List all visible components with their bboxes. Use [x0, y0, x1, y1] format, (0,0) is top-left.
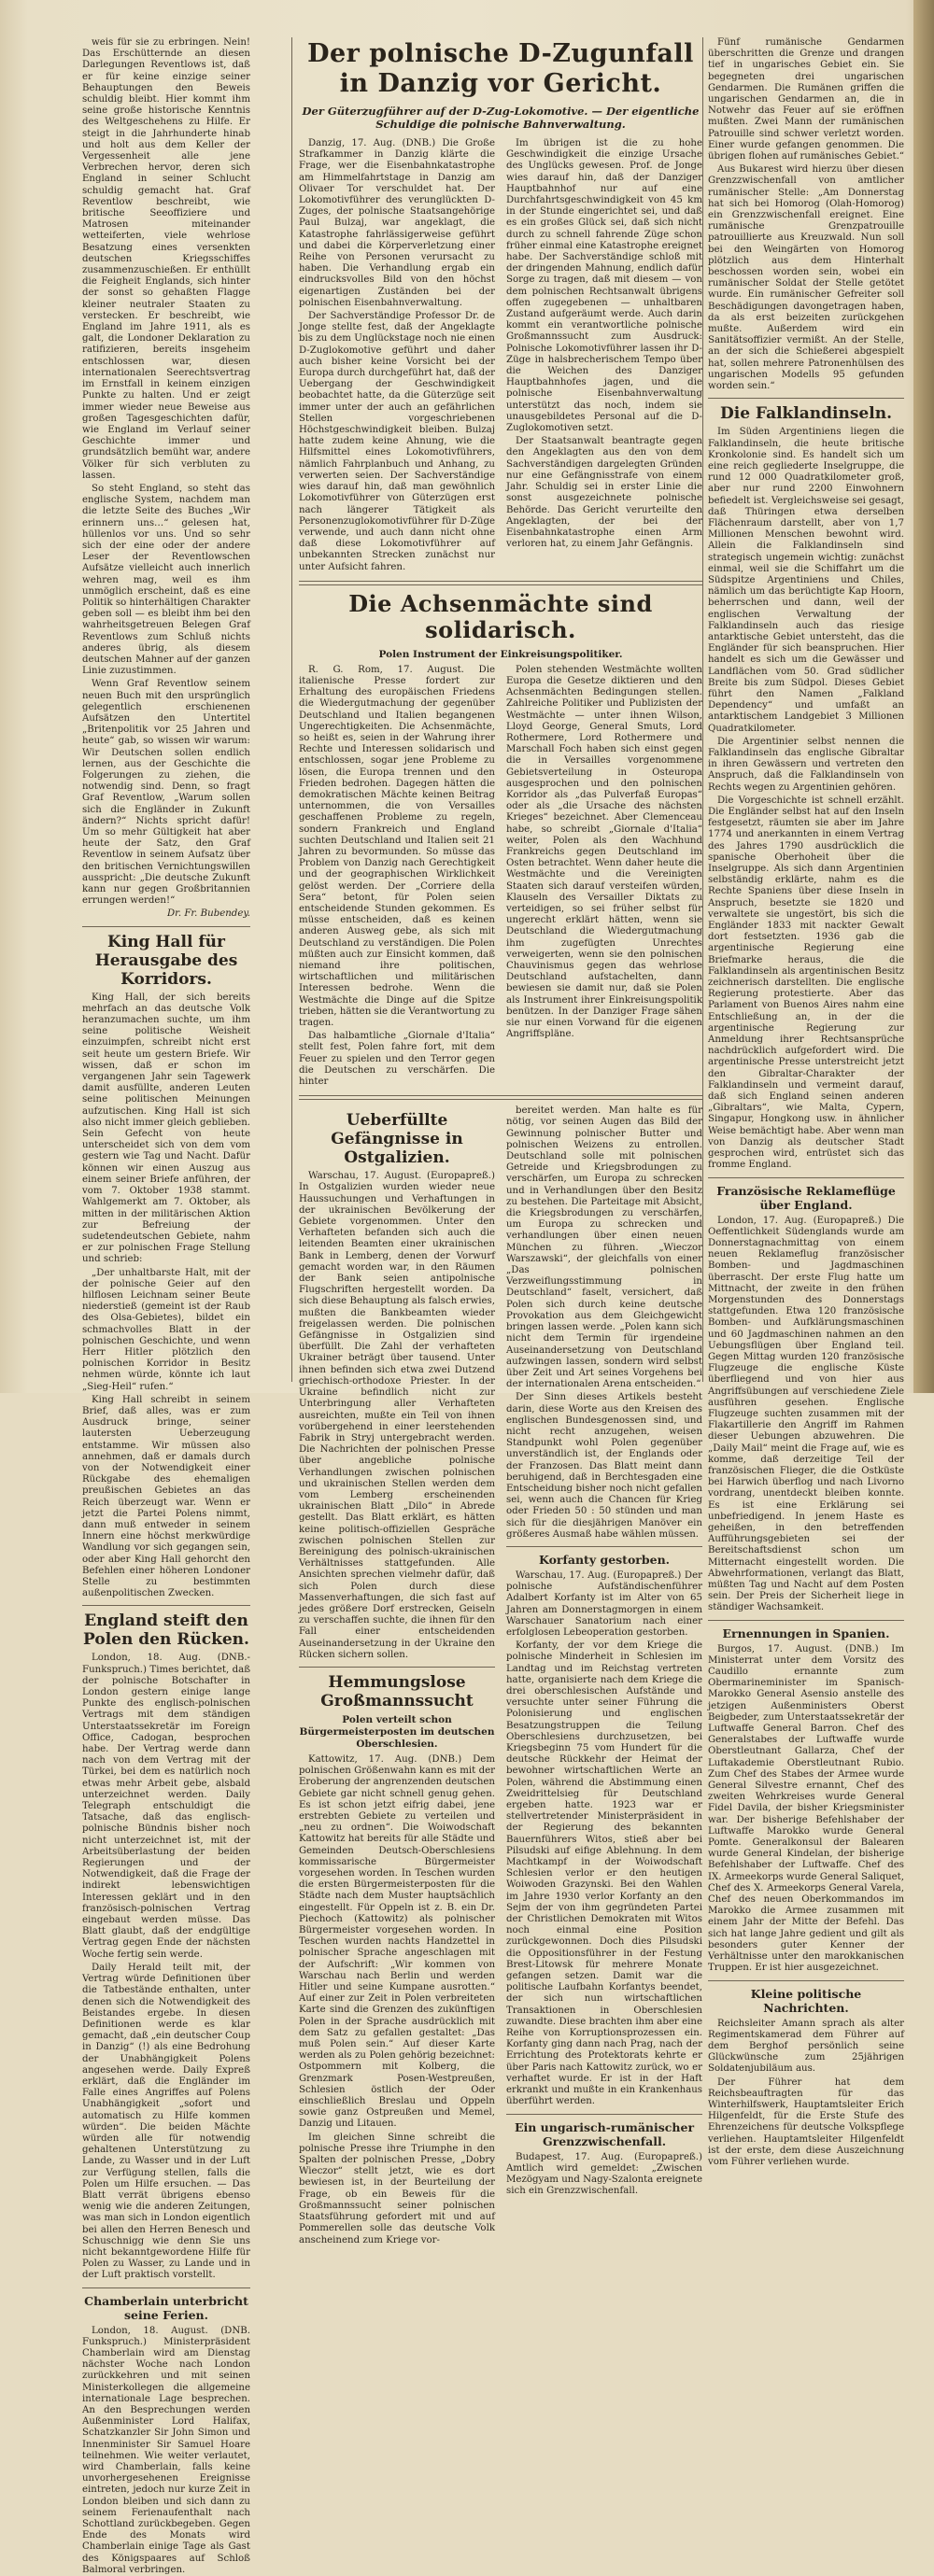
divider — [506, 2114, 702, 2115]
paragraph: Danzig, 17. Aug. (DNB.) Die Große Strafkammer in Danzig klärte die Frage, wer die Eisenbahnkatastrophe am Himmelfahrtstage in Danzig am Olivaer Tor verschuldet hat. Der Lokomotivführer des verunglückten D-Zuges, der polnische Staatsangehörige Paul Bulzaj, war angeklagt, die Katastrophe fahrlässigerweise geführt und dabei die Körperverletzung einer Reihe von Personen verursacht zu haben. Die Verhandlung ergab ein eindrucksvolles Bild von den höchst eigenartigen Zuständen bei der polnischen Eisenbahnverwaltung. — [299, 138, 495, 308]
paragraph: Im übrigen ist die zu hohe Geschwindigkeit die einzige Ursache des Unglücks gewesen. Prof. de Jonge wies darauf hin, daß der Danziger Hauptbahnhof nur auf eine Durchfahrtsgeschwindigkeit von 45 km in der Stunde eingerichtet sei, und daß es ein großes Glück sei, daß sich nicht durch zu schnell fahrende Züge schon früher einmal eine Katastrophe ereignet habe. Der Sachverständige schloß mit der dringenden Mahnung, endlich dafür Sorge zu tragen, daß mit diesem — von dem polnischen Rechtsanwalt übrigens offen zugegebenen — unhaltbaren Zustand aufgeräumt werde. Auch darin kommt ein verantwortliche polnische Großmannssucht zum Ausdruck: Polnische Lokomotivführer lassen ihr D-Züge in halsbrecherischem Tempo über die Weichen des Danziger Hauptbahnhofes jagen, und die polnische Eisenbahnverwaltung unterstützt das noch, indem sie unausgebildetes Personal auf die D-Zuglokomotiven setzt. — [506, 138, 702, 434]
paragraph: Der Sachverständige Professor Dr. de Jonge stellte fest, daß der Angeklagte bis zu dem Unglückstage noch nie einen D-Zuglokomotive geführt und daher auch bisher keine Vorsicht bei der Europa durch durchgeführt hat, daß der Uebergang der Geschwindigkeit beobachtet hatte, da die Güterzüge seit immer unter der auch an gefährlichen Stellen vorgeschriebenen Höchstgeschwindigkeit bleiben. Bulzaj hatte zudem keine Ahnung, wie die Hilfsmittel eines Lokomotivführers, nämlich Fahrplanbuch und Anhang, zu verwerten seien. Der Sachverständige wies darauf hin, daß man gewöhnlich Lokomotivführer von Güterzügen erst nach längerer Tätigkeit als Personenzuglokomotivführer für D-Züge verwende, und auch dann nicht ohne daß diese Lokomotivführer auf unbekannten Strecken zunächst nur unter Aufsicht fahren. — [299, 311, 495, 572]
headline: King Hall für Herausgabe des Korridors. — [94, 932, 238, 989]
paragraph: Wenn Graf Reventlow seinem neuen Buch mit den ursprünglich gelegentlich erschienenen Aufsätzen den Untertitel „Britenpolitik vor 25 Jahren und heute“ gab, so wissen wir warum: Wir Deutschen sollen endlich lernen, aus der Geschichte die Folgerungen zu ziehen, die notwendig sind. Denn, so fragt Graf Reventlow, „Warum sollen sich die Engländer in Zukunft ändern?“ Nichts spricht dafür! Um so mehr Gültigkeit hat aber heute der Satz, den Graf Reventlow in seinem Aufsatz über den britischen Vernichtungswillen ausspricht: „Die deutsche Zukunft kann nur gegen Großbritannien errungen werden!“ — [82, 679, 250, 907]
paragraph: So steht England, so steht das englische System, nachdem man die letzte Seite des Buches „Wir erinnern uns…“ gelesen hat, hüllenlos vor uns. Und so sehr sich der eine oder der andere Leser der Reventlowschen Aufsätze vielleicht auch innerlich wehren mag, weil es ihm unmöglich erscheint, daß es eine Politik so hinterhältigen Charakter geben soll — es bleibt ihm bei den wahrheitsgetreuen Belegen Graf Reventlows zum Schluß nichts anderes übrig, als diesem deutschen Mahner auf der ganzen Linie zuzustimmen. — [82, 483, 250, 677]
divider — [82, 926, 250, 927]
subheadline: Polen verteilt schon Bürgermeisterposten im deutschen Oberschlesien. — [299, 1713, 495, 1750]
article-achse — [299, 591, 702, 1091]
article-king-hall — [82, 933, 250, 1600]
article-reklamefluege — [708, 1184, 904, 1614]
paragraph: Im gleichen Sinne schreibt die polnische Presse ihre Triumphe in den Spalten der polnischen Presse, „Dobry Wieczor“ stellt jetzt, wie es dort bewiesen ist, in der Beurteilung der Frage, ob ein Beweis für die Großmannssucht seiner polnischen Staatsführung gefordert mit und auf Pommerellen solle das deutsche Volk anscheinend zum Kriege vor- — [299, 2132, 495, 2245]
paragraph: London, 18. Aug. (DNB.-Funkspruch.) Times berichtet, daß der polnische Botschafter in London gestern einige lange Punkte des englisch-polnischen Vertrags mit dem ständigen Unterstaatssekretär im Foreign Office, Cadogan, besprochen habe. Der Vertrag werde dann nach von dem Vertrag mit der Türkei, bei dem es natürlich noch etwas mehr Arbeit gebe, alsbald unterzeichnet werden. Daily Telegraph entschuldigt die Tatsache, daß das englisch-polnische Bündnis bisher noch nicht unterzeichnet ist, mit der Arbeitsüberlastung der beiden Regierungen und der Notwendigkeit, daß die Frage der indirekt lebenswichtigen Interessen geklärt und in den französisch-polnischen Vertrag eingebaut werden müsse. Das Blatt glaubt, daß der endgültige Vertrag gegen Ende der nächsten Woche fertig sein werde. — [82, 1653, 250, 1960]
paragraph: King Hall schreibt in seinem Brief, daß alles, was er zum Ausdruck bringe, seiner lautersten Ueberzeugung entstamme. Wir müssen also annehmen, daß er damals durch von der Notwendigkeit einer Rückgabe des ehemaligen preußischen Gebietes an das Reich überzeugt war. Wenn er jetzt die Partei Polens nimmt, dann muß entweder in seinem Innern eine höchst merkwürdige Wandlung vor sich gegangen sein, oder aber King Hall gehorcht den Befehlen einer höheren Londoner Stelle zu bestimmten außenpolitischen Zwecken. — [82, 1394, 250, 1599]
paragraph: Der Staatsanwalt beantragte gegen den Angeklagten aus den von dem Sachverständigen dargelegten Gründen nur eine Gefängnisstrafe von einem Jahr. Schuldig sei in erster Linie die sonst ausgezeichnete polnische Behörde. Das Gericht verurteilte den Angeklagten, der bei der Eisenbahnkatastrophe einen Arm verloren hat, zu einem Jahr Gefängnis. — [506, 436, 702, 550]
paragraph: Polen stehenden Westmächte wollten Europa die Gesetze diktieren und den Achsenmächten Bedingungen stellen. Zahlreiche Politiker und Publizisten der Westmächte — unter ihnen Wilson, Lloyd George, General Smuts, Lord Rothermere, Lord Rothermere und Marschall Foch haben sich einst gegen die in Versailles vorgenommene Gebietsverteilung in Osteuropa ausgesprochen und den polnischen Korridor als „das Pulverfaß Europas“ oder als „die Ursache des nächsten Krieges“ bezeichnet. Aber Clemenceau habe, so schreibt „Giornale d'Italia“ weiter, Polen als den Wachhund Frankreichs gegen Deutschland im Osten betrachtet. Wenn daher heute die Westmächte und die Vereinigten Staaten sich darauf versteifen würden, Klauseln des Versailler Diktats zu verteidigen, so sei früher selbst für ungerecht erklärt hätten, wenn sie Deutschland die Wiedergutmachung ihm zugefügten Unrechtes verweigerten, wenn sie den polnischen Chauvinismus gegen das wehrlose Deutschland aufstachelten, dann bewiesen sie damit nur, daß sie Polen als Instrument ihrer Einkreisungspolitik benützen. In der Danziger Frage sähen sie nur einen Vorwand für die eigenen Angriffspläne. — [506, 664, 702, 1040]
subcolumn-left — [299, 1105, 495, 2247]
article-reventlow — [82, 37, 250, 921]
paragraph: Warschau, 17. Aug. (Europapreß.) Der polnische Aufständischenführer Adalbert Korfanty ist im Alter von 65 Jahren am Donnerstagmorgen in einem Warschauer Sanatorium nach einer erfolglosen Lebeoperation gestorben. — [506, 1570, 702, 1638]
headline: Ein ungarisch-rumänischer Grenzzwischenfall. — [514, 2119, 695, 2148]
headline: England steift den Polen den Rücken. — [83, 1612, 249, 1650]
paragraph: Reichsleiter Amann sprach als alter Regimentskamerad dem Führer auf dem Berghof persönlich seine Glückwünsche zum 25jährigen Soldatenjubiläum aus. — [708, 2018, 904, 2075]
headline: Kleine politische Nachrichten. — [750, 1986, 862, 2015]
paragraph: Der Sinn dieses Artikels besteht darin, diese Worte aus den Kreisen des englischen Bundesgenossen sind, und nicht recht anzugehen, weisen Standpunkt wohl Polen gegenüber unverständlich ist, der Englands oder der Franzosen. Das Blatt meint dann beruhigend, daß in Berchtesgaden eine Entscheidung bisher noch nicht gefallen sei, wenn auch die Chancen für Krieg oder Frieden 50 : 50 stünden und man sich für die diesjährigen Manöver ein größeres Ausmaß habe wählen müssen. — [506, 1392, 702, 1540]
headline: Die Achsenmächte sind solidarisch. — [348, 589, 653, 643]
article-ernennungen — [708, 1626, 904, 1975]
subheadline: Polen Instrument der Einkreisungspolitiker. — [378, 648, 623, 660]
main-headline: Der polnische D-Zugunfall in Danzig vor Gericht. — [307, 39, 694, 98]
paragraph: Das halbamtliche „Giornale d'Italia“ stellt fest, Polen fahre fort, mit dem Feuer zu spielen und den Terror gegen die Deutschen zu verschärfen. Die hinter — [299, 1031, 495, 1088]
paragraph: R. G. Rom, 17. August. Die italienische Presse fordert zur Erhaltung des europäischen Friedens die Wiedergutmachung der gegenüber Deutschland und Italien begangenen Ungerechtigkeiten. Die Achsenmächte, so heißt es, seien in der Wahrung ihrer Rechte und Interessen solidarisch und entschlossen, sogar jene Probleme zu lösen, die Europa trennen und den Frieden bedrohen. Dagegen hätten die demokratischen Mächte keinen Beitrag unternommen, die von Versailles geschaffenen Probleme zu regeln, sondern Frankreich und England suchten Deutschland und Italien seit 21 Jahren zu bevormunden. So müsse das Problem von Danzig nach Gerechtigkeit und der geographischen Wirklichkeit gelöst werden. Der „Corriere della Sera“ betont, für Polen seien entscheidende Stunden gekommen. Es müsse entscheiden, daß es keinen anderen Ausweg gebe, als sich mit Deutschland zu verständigen. Die Polen müßten auch zur Einsicht kommen, daß niemand ihre politischen, wirtschaftlichen und militärischen Interessen bedrohe. Wenn die Westmächte die Dinge auf die Spitze trieben, hätten sie die Verantwortung zu tragen. — [299, 664, 495, 1029]
headline: Ueberfüllte Gefängnisse in Ostgalizien. — [331, 1111, 463, 1168]
column-rule — [291, 37, 292, 1382]
paragraph: „Der unhaltbarste Halt, mit der der polnische Geier auf den hilflosen Leichnam seiner Beute niederstieß (gemeint ist der Raub des Olsa-Gebietes), bildet ein schmachvolles Blatt in der polnischen Geschichte, und wenn Herr Hitler plötzlich den polnischen Korridor in Besitz nehmen würde, könnte ich laut „Sieg-Heil“ rufen.“ — [82, 1267, 250, 1392]
column-left — [82, 37, 250, 2575]
paragraph: Kattowitz, 17. Aug. (DNB.) Dem polnischen Größenwahn kann es mit der Eroberung der angrenzenden deutschen Gebiete gar nicht schnell genug gehen. Es ist schon jetzt eifrig dabei, jene erstrebten Gebiete zu verteilen und „neu zu ordnen“. Die Woiwodschaft Kattowitz hat bereits für alle Städte und Gemeinden Deutsch-Oberschlesiens kommissarische Bürgermeister vorgesehen worden. In Teschen wurden die ersten Bürgermeisterposten für die Städte nach dem Muster hauptsächlich eingestellt. Für Oppeln ist z. B. ein Dr. Piechoch (Kattowitz) als polnischer Bürgermeister vorgesehen worden. In Teschen wurden nachts Handzettel in polnischer Sprache angeschlagen mit der Aufschrift: „Wir kommen von Warschau nach Berlin und werden Hitler und seine Kumpane ausrotten.“ Auf einer zur Zeit in Polen verbreiteten Karte sind die Grenzen des zukünftigen Polen in der Sprache ausdrücklich mit dem Satz zu gefallen gestaltet: „Das muß Polen sein.“ Auf dieser Karte werden als zu Polen gehörig bezeichnet: Ostpommern mit Kolberg, die Grenzmark Posen-Westpreußen, Schlesien östlich der Oder einschließlich Breslau und Oppeln sowie ganz Ostpreußen und Memel, Danzig und Litauen. — [299, 1753, 495, 2130]
paragraph: Budapest, 17. Aug. (Europapreß.) Amtlich wird gemeldet: „Zwischen Mezögyam und Nagy-Szalonta ereignete sich ein Grenzzwischenfall. — [506, 2151, 702, 2197]
divider — [299, 1095, 702, 1100]
column-center — [299, 37, 702, 2245]
paragraph: bereitet werden. Man halte es für nötig, vor seinen Augen das Bild der Gewinnung polnischer Butter und polnischen Weizens zu entrollen. Deutschland solle mit polnischen Getreide und Kriegsbrodungen zu verschärfen, um Europa zu schrecken und in Verhandlungen über den Besitz zu bestehen. Die Parteitage mit Absicht, die Kriegsbrodungen zu verschärfen, um Europa zu schrecken und verhandlungen über einen neuen München zu führen. „Wieczor Warszawski“, der gleichfalls von einer „Das polnischen Verzweiflungsstimmung in Deutschland“ faselt, versichert, daß Polen sich durch keine deutsche Provokation aus dem Gleichgewicht bringen lassen werde. „Polen kann sich nicht dem Termin für irgendeine Auseinandersetzung von Deutschland aufzwingen lassen, sondern wird selbst über Zeit und Art seines Vorgehens bei der internationalen Arena entscheiden.“ — [506, 1105, 702, 1390]
divider — [82, 2287, 250, 2288]
divider — [708, 1620, 904, 1621]
paragraph: Korfanty, der vor dem Kriege die polnische Minderheit in Schlesien im Landtag und im Reichstag vertreten hatte, organisierte nach dem Kriege die drei oberschlesischen Aufstände und versuchte unter seiner Führung die Polonisierung und englischen Besatzungstruppen die Teilung Oberschlesiens durchzusetzen, bei Kriegsbeginn 75 vom Hundert für die deutsche Rückkehr der Heimat der bewohner wirtschaftlichen Werte an Polen, während die Abstimmung einen Zweidrittelsieg für Deutschland ergeben hatte. 1923 war er stellvertretender Ministerpräsident in der Regierung des bekannten Bauernführers Witos, stieß aber bei Pilsudski auf eifige Ablehnung. In dem Machtkampf in der Woiwodschaft Schlesien verlor er den heutigen Woiwoden Grazynski. Bei den Wahlen im Jahre 1930 verlor Korfanty an den Sejm der von ihm gegründeten Partei der Christlichen Demokraten mit Witos noch einmal eine Position zurückgewonnen. Doch dies Pilsudski die Oppositionsführer in der Festung Brest-Litowsk für mehrere Monate gefangen setzen. Damit war die politische Laufbahn Korfantys beendet, der sich nun wirtschaftlichen Transaktionen in Oberschlesien zuwandte. Diese brachten ihm aber eine Reihe von Korruptionsprozessen ein. Korfanty ging dann nach Prag, nach der Errichtung des Protektorats kehrte er über Paris nach Kattowitz zurück, wo er verhaftet wurde. Er ist in der Haft erkrankt und mußte in ein Krankenhaus überführt werden. — [506, 1640, 702, 2107]
article-ostgalizien — [299, 1111, 495, 1661]
divider — [299, 1667, 495, 1668]
author-signature: Dr. Fr. Bubendey. — [166, 908, 250, 920]
article-kleine-nachrichten — [708, 1987, 904, 2169]
paragraph: Burgos, 17. August. (DNB.) Im Ministerrat unter dem Vorsitz des Caudillo ernannte zum Obermarineminister im Spanisch-Marokko General Asensio anstelle des jetzigen Außenministers Oberst Beigbeder, zum Unterstaatssekretär der Luftwaffe General Barron. Chef des Generalstabes der Luftwaffe wurde Oberstleutnant Gallarza, Chef der Luftakademie Oberstleutnant Rubio. Zum Chef des Stabes der Armee wurde General Silvestre ernannt, Chef des zweiten Wehrkreises wurde General Fidel Davila, der bisher Kriegsminister war. Der bisherige Befehlshaber der Luftwaffe Marokko wurde General Pomte. Generalkonsul der Balearen wurde General Kindelan, der bisherige Befehlshaber der Luftwaffe. Chef des IX. Armeekorps wurde General Saliquet, Chef des X. Armeekorps General Varela, Chef des neuen Oberkommandos im Marokko die Armee zusammen mit einem Jahr der Mitte der Befehl. Das sich hat lange Jahre gedient und gilt als besonders guter Kenner der Verhältnisse unter den marokkanischen Truppen. Er ist hier ausgezeichnet. — [708, 1643, 905, 1974]
paragraph: Fünf rumänische Gendarmen überschritten die Grenze und drangen tief in ungarisches Gebiet ein. Sie begegneten drei ungarischen Gendarmen. Die Rumänen griffen die ungarischen Gendarmen an, die in Notwehr das Feuer auf sie eröffnen mußten. Zwei Mann der rumänischen Patrouille sind schwer verletzt worden. Einer wurde gefangen genommen. Die übrigen flohen auf rumänisches Gebiet.“ — [708, 37, 905, 162]
paragraph: weis für sie zu erbringen. Nein! Das Erschütternde an diesen Darlegungen Reventlows ist, daß er für keine einzige seiner Behauptungen den Beweis schuldig bleibt. Hier kommt ihm seine große historische Kenntnis des Weltgeschehens zu Hilfe. Er steigt in die Jahrhunderte hinab und holt aus dem Keller der Vergessenheit alle jene Verbrechen hervor, deren sich England in seiner Schlucht schuldig gemacht hat. Graf Reventlow beschreibt, wie britische Seeoffiziere und Matrosen miteinander wetteiferten, viele wehrlose Besatzung eines versenkten deutschen Kriegsschiffes zusammenzuschießen. Er enthüllt die Feigheit Englands, sich hinter der sonst so gehaßten Flagge kleiner neutraler Staaten zu verstecken. Er beschreibt, wie England im Jahre 1911, als es galt, die Londoner Deklaration zu ratifizieren, bereits insgeheim entschlossen war, diesen internationalen Seerechtsvertrag im Ernstfall in keinem einzigen Punkte zu halten. Und er zeigt immer wieder neue Beweise aus großen Tagesgeschichten dafür, wie England im Verlauf seiner Geschichte immer und grundsätzlich bemüht war, andere Völker für sich verbluten zu lassen. — [82, 37, 250, 481]
paragraph: Die Vorgeschichte ist schnell erzählt. Die Engländer selbst hat auf den Inseln festgesetzt, räumten sie aber im Jahre 1774 und anerkannten in einem Vertrag des Jahres 1790 ausdrücklich die spanische Oberhoheit über die Inselgruppe. Als sich dann Argentinien selbständig erklärte, nahm es die Rechte Spaniens über diese Inseln in Anspruch, besetzte sie 1820 und verwaltete sie ungestört, bis sich die Engländer 1833 mit nackter Gewalt dort festsetzten. 1936 gab die argentinische Regierung eine Briefmarke heraus, die die Falklandinseln als argentinischen Besitz zeichnerisch darstellten. Die englische Regierung protestierte. Aber das Parlament von Buenos Aires nahm eine Entschließung an, in der die argentinische Regierung zur Anmeldung ihrer Rechtsansprüche nachdrücklich aufgefordert wird. Die argentinische Presse unterstreicht jetzt den Gibraltar-Charakter der Falklandinseln und vermeint darauf, daß sich England seinen anderen „Gibraltars“, wie Malta, Cypern, Singapur, Hongkong usw. in ähnlicher Weise bemächtigt habe. Aber wenn man von Danzig als deutscher Stadt gesprochen wird, entrüstet sich das fromme England. — [708, 795, 904, 1171]
paragraph: King Hall, der sich bereits mehrfach an das deutsche Volk heranzumachen suchte, um ihm seine politische Weisheit einzuimpfen, schreibt nicht erst seit heute um gestern Briefe. Wir wissen, daß er schon im vergangenen Jahr sein Tagewerk damit ausfüllte, anderen Leuten seine politischen Meinungen aufzutischen. King Hall ist sich also nicht immer gleich geblieben. Sein Gefecht von heute unterscheidet sich von dem vom gestern wie Tag und Nacht. Dafür können wir einen Auszug aus einem seiner Briefe anführen, der vom 7. Oktober 1938 stammt. Wahlgemerkt am 7. Oktober, als mitten in der militärischen Aktion zur Befreiung der sudetendeutschen Gebiete, nahm er zur polnischen Frage Stellung und schrieb: — [82, 992, 250, 1265]
paragraph: Warschau, 17. August. (Europapreß.) In Ostgalizien wurden wieder neue Haussuchungen und Verhaftungen in der ukrainischen Bevölkerung der Gebiete vorgenommen. Unter den Verhafteten befanden sich auch die leitenden Beamten einer ukrainischen Bank in Lemberg, denen der Vorwurf gemacht worden war, in den Räumen der Bank seien antipolnische Flugschriften hergestellt worden. Da sich diese Behauptung als falsch erwies, mußten die Bankbeamten wieder freigelassen werden. Die polnischen Gefängnisse in Ostgalizien sind überfüllt. Die Zahl der verhafteten Ukrainer beträgt über tausend. Unter ihnen befinden sich etwa zwei Dutzend griechisch-orthodoxe Priester. In der Ukraine befindlich nicht zur Unterbringung aller Verhafteten ausreichten, mußte ein Teil von ihnen vorübergehend in einer leerstehenden Fabrik in Stryj untergebracht werden. Die Nachrichten der polnischen Presse über angebliche polnische Verhandlungen zwischen polnischen und ukrainischen Stellen werden dem vom Lemberg erscheinenden ukrainischen Blatt „Dilo“ in Abrede gestellt. Das Blatt erklärt, es hätten keine politisch-offiziellen Gespräche zwischen polnischen Stellen zur Bereinigung des polnisch-ukrainischen Verhältnisses stattgefunden. Alle Ansichten sprechen vielmehr dafür, daß sich Polen durch diese Massenverhaftungen, die sich fast auf jedes größere Dorf erstrecken, Geiseln zu verschaffen suchte, die ihnen für den Fall einer entscheidenden Auseinandersetzung in der Ukraine den Rücken sichern sollen. — [299, 1171, 495, 1660]
page-binding-edge — [913, 0, 934, 1393]
paragraph: Aus Bukarest wird hierzu über diesen Grenzzwischenfall von amtlicher rumänischer Stelle: „Am Donnerstag hat sich bei Homorog (Olah-Homorog) ein Grenzzwischenfall ereignet. Eine rumänische Grenzpatrouille patrouillierte aus Kreuzwald. Nun soll bei den Weingärten von Homorog plötzlich aus dem Hinterhalt beschossen worden sein, wobei ein rumänischer Soldat der Stelle getötet wurde. Ein rumänischer Gefreiter soll Beschädigungen davongetragen haben, da als erst beizeiten zurückgehen mußte. Außerdem wird ein Sanitätsoffizier vermißt. An der Stelle, an der sich die Schießerei abgespielt hat, sollen mehrere Patronenhülsen des ungarischen Modells 95 gefunden worden sein.“ — [708, 164, 904, 392]
headline: Chamberlain unterbricht seine Ferien. — [84, 2293, 248, 2322]
subcolumn-right — [506, 1105, 702, 2247]
article-falklandinseln — [708, 404, 904, 1171]
divider — [506, 1546, 702, 1547]
headline: Korfanty gestorben. — [538, 1552, 671, 1567]
paragraph: Der Führer hat dem Reichsbeauftragten für das Winterhilfswerk, Hauptamtsleiter Erich Hilgenfeldt, für die Erste Stufe des Ehrenzeichens für deutsche Volkspflege verliehen. Hauptamtsleiter Hilgenfeldt ist der erste, dem diese Auszeichnung vom Führer verliehen wurde. — [708, 2076, 904, 2167]
article-grossmannssucht — [299, 1673, 495, 2246]
headline: Ernennungen in Spanien. — [722, 1626, 890, 1640]
article-chamberlain — [82, 2294, 250, 2576]
divider — [82, 1605, 250, 1606]
headline: Französische Reklameflüge über England. — [716, 1183, 896, 1212]
divider — [708, 398, 904, 399]
paragraph: Die Argentinier selbst nennen die Falklandinseln das englische Gibraltar in ihren Gewässern und vertreten den Anspruch, daß die Falklandinseln von Rechts wegen zu Argentinien gehören. — [708, 736, 904, 793]
paragraph: Daily Herald teilt mit, der Vertrag würde Definitionen über die Tatbestände enthalten, unter denen sich die Notwendigkeit des Beistandes ergebe. In diesen Definitionen werde es klar gemacht, daß „ein deutscher Coup in Danzig“ (!) als eine Bedrohung der Unabhängigkeit Polens angesehen werde. Daily Expreß erklärt, daß die Engländer im Falle eines Angriffes auf Polens Unabhängigkeit „sofort und automatisch zu Hilfe kommen würden“. Die beiden Mächte würden alle für notwendig gehaltenen Unterstützung zu Lande, zu Wasser und in der Luft zur Verfügung stellen, falls die Polen um Hilfe ersuchen. — Das Blatt verrät übrigens ebenso wenig wie die anderen Zeitungen, was man sich in London eigentlich bei allen den Herren Benesch und Schuschnigg wie denn Sie uns nicht bekanntgewordene Hilfe für Polen zu Wasser, zu Lande und in der Luft praktisch vorstellt. — [82, 1962, 250, 2281]
divider — [299, 581, 702, 585]
main-subheadline: Der Güterzugführer auf der D-Zug-Lokomotive. — Der eigentliche Schuldige die polnische Bahnverwaltung. — [302, 105, 700, 131]
paragraph: London, 17. Aug. (Europapreß.) Die Oeffentlichkeit Südenglands wurde am Donnerstagnachmittag von einem neuen Reklameflug französischer Bomben- und Jagdmaschinen überrascht. Der erste Flug hatte um Mittnacht, der zweite in den frühen Morgenstunden des Donnerstags stattgefunden. Etwa 120 französische Bomben- und Aufklärungsmaschinen und 60 Jagdmaschinen nahmen an den Uebungsflügen über England teil. Gegen Mittag wurden 120 französische Flugzeuge die englische Küste überfliegend und von hier aus Angriffsübungen auf verschiedene Ziele ausführen gesehen. Englische Flugzeuge suchten zusammen mit der Flakartillerie den Angriff im Rahmen dieser Uebungen abzuwehren. Die „Daily Mail“ meint die Frage auf, wie es komme, daß derzeitige Teil der französischen Flieger, die die Ostküste bei Harwich überflog und nach Livorno vordrang, unentdeckt bleiben konnte. Es ist eine Erklärung sei unbefriedigend. In jenem Haste es geheißen, in den betreffenden Aufführungsgebieten sei der Bereitschaftsdienst schon um Mitternacht eingestellt worden. Die Abwehrformationen, verlangt das Blatt, müßten Tag und Nacht auf dem Posten sein. Der Preis der Sicherheit liege in ständiger Wachsamkeit. — [708, 1215, 904, 1613]
paragraph: Im Süden Argentiniens liegen die Falklandinseln, die heute britische Kronkolonie sind. Es handelt sich um eine reich gegliederte Inselgruppe, die rund 12 000 Quadratkilometer groß, aber nur rund 2200 Einwohnern befiedelt ist. Vergleichsweise sei gesagt, daß Thüringen etwa derselben Flächenraum darstellt, aber von 1,7 Millionen Menschen bewohnt wird. Allein die Falklandinseln sind strategisch ungemein wichtig: zunächst einmal, weil sie die Schiffahrt um die Südspitze Argentiniens und Chiles, nämlich um das berüchtigte Kap Hoorn, beherrschen und dann, weil der englischen Verwaltung der Falklandinseln auch das riesige antarktische Gebiet untersteht, das die Engländer für sich beanspruchen. Hier handelt es sich um die Gewässer und Landflächen vom 50. Grad südlicher Breite bis zum Südpol. Dieses Gebiet führt den Namen „Falkland Dependency“ und umfaßt an antarktischem Landgebiet 3 Millionen Quadratkilometer. — [708, 427, 904, 734]
article-england — [82, 1612, 250, 2281]
article-grenzzwischenfall — [506, 2120, 702, 2198]
column-rule — [702, 37, 703, 1382]
headline: Hemmungslose Großmannssucht — [320, 1672, 474, 1710]
paragraph: London, 18. August. (DNB. Funkspruch.) Ministerpräsident Chamberlain wird am Dienstag nächster Woche nach London zurückkehren und mit seinen Ministerkollegen die allgemeine internationale Lage besprechen. An den Besprechungen werden Außenminister Lord Halifax, Schatzkanzler Sir John Simon und Innenminister Sir Samuel Hoare teilnehmen. Wie weiter verlautet, wird Chamberlain, falls keine unvorhergesehenen Ereignisse eintreten, jedoch nur kurze Zeit in London bleiben und sich dann zu seinem Ferienaufenthalt nach Schottland zurückbegeben. Gegen Ende des Monats wird Chamberlain einige Tage als Gast des Königspaares auf Schloß Balmoral verbringen. — [82, 2325, 250, 2575]
divider — [708, 1980, 904, 1981]
divider — [708, 1177, 904, 1178]
headline: Die Falklandinseln. — [720, 404, 892, 424]
column-right — [708, 37, 905, 2167]
article-korfanty — [506, 1553, 702, 2108]
article-grenzzwischenfall-cont — [708, 37, 904, 392]
article-danzig-trial — [299, 39, 702, 575]
